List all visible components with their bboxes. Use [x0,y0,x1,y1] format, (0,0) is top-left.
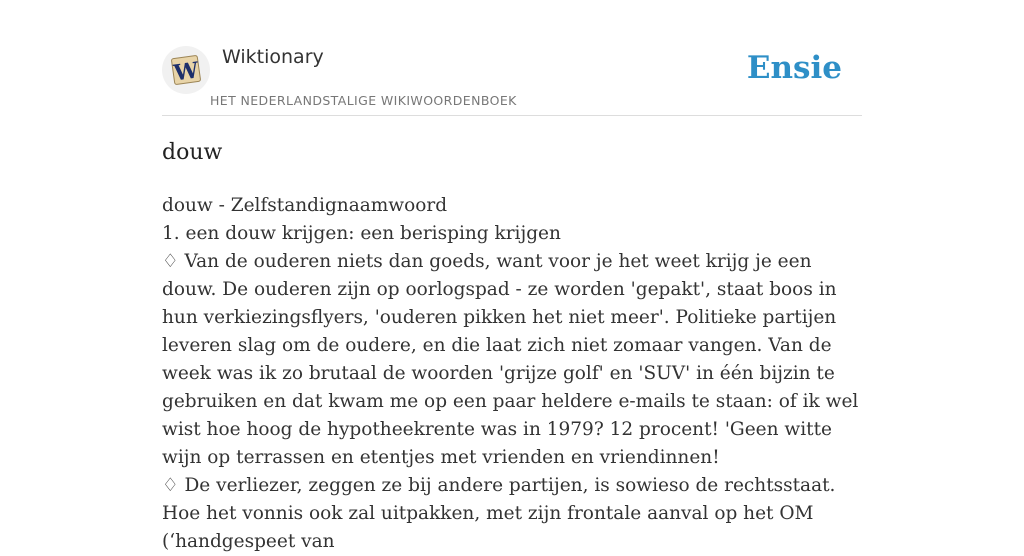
svg-text:W: W [172,57,201,87]
page [162,0,862,552]
site-subtitle: HET NEDERLANDSTALIGE WIKIWOORDENBOEK [210,93,517,108]
entry-line-example-2: ♢ De verliezer, zeggen ze bij andere partijen, is sowieso de rechtsstaat. Hoe het vonnis ook zal uitpakken, met zijn frontale aanval op het OM (‘handgespeet van [162,475,836,552]
entry-title: douw [162,140,223,165]
entry-line-word-type: douw - Zelfstandignaamwoord [162,195,448,216]
wiktionary-logo[interactable] [162,46,210,94]
wiktionary-w-tile-icon [168,52,204,88]
ensie-brand-link[interactable]: Ensie [746,50,842,86]
site-name[interactable]: Wiktionary [222,46,324,68]
entry-line-example-1: ♢ Van de ouderen niets dan goeds, want voor je het weet krijg je een douw. De ouderen zijn op oorlogspad - ze worden 'gepakt', staat boos in hun verkiezingsflyers, 'ouderen pikken het niet meer'. Politieke partijen leveren slag om de oudere, en die laat zich niet zomaar vangen. Van de week was ik zo brutaal de woorden 'grijze golf' en 'SUV' in één bijzin te gebruiken en dat kwam me op een paar heldere e-mails te staan: of ik wel wist hoe hoog de hypotheekrente was in 1979? 12 procent! 'Geen witte wijn op terrassen en etentjes met vrienden en vriendinnen! [162,251,859,468]
entry-content [162,192,862,556]
entry-line-definition: 1. een douw krijgen: een berisping krijgen [162,223,561,244]
header [162,0,862,116]
